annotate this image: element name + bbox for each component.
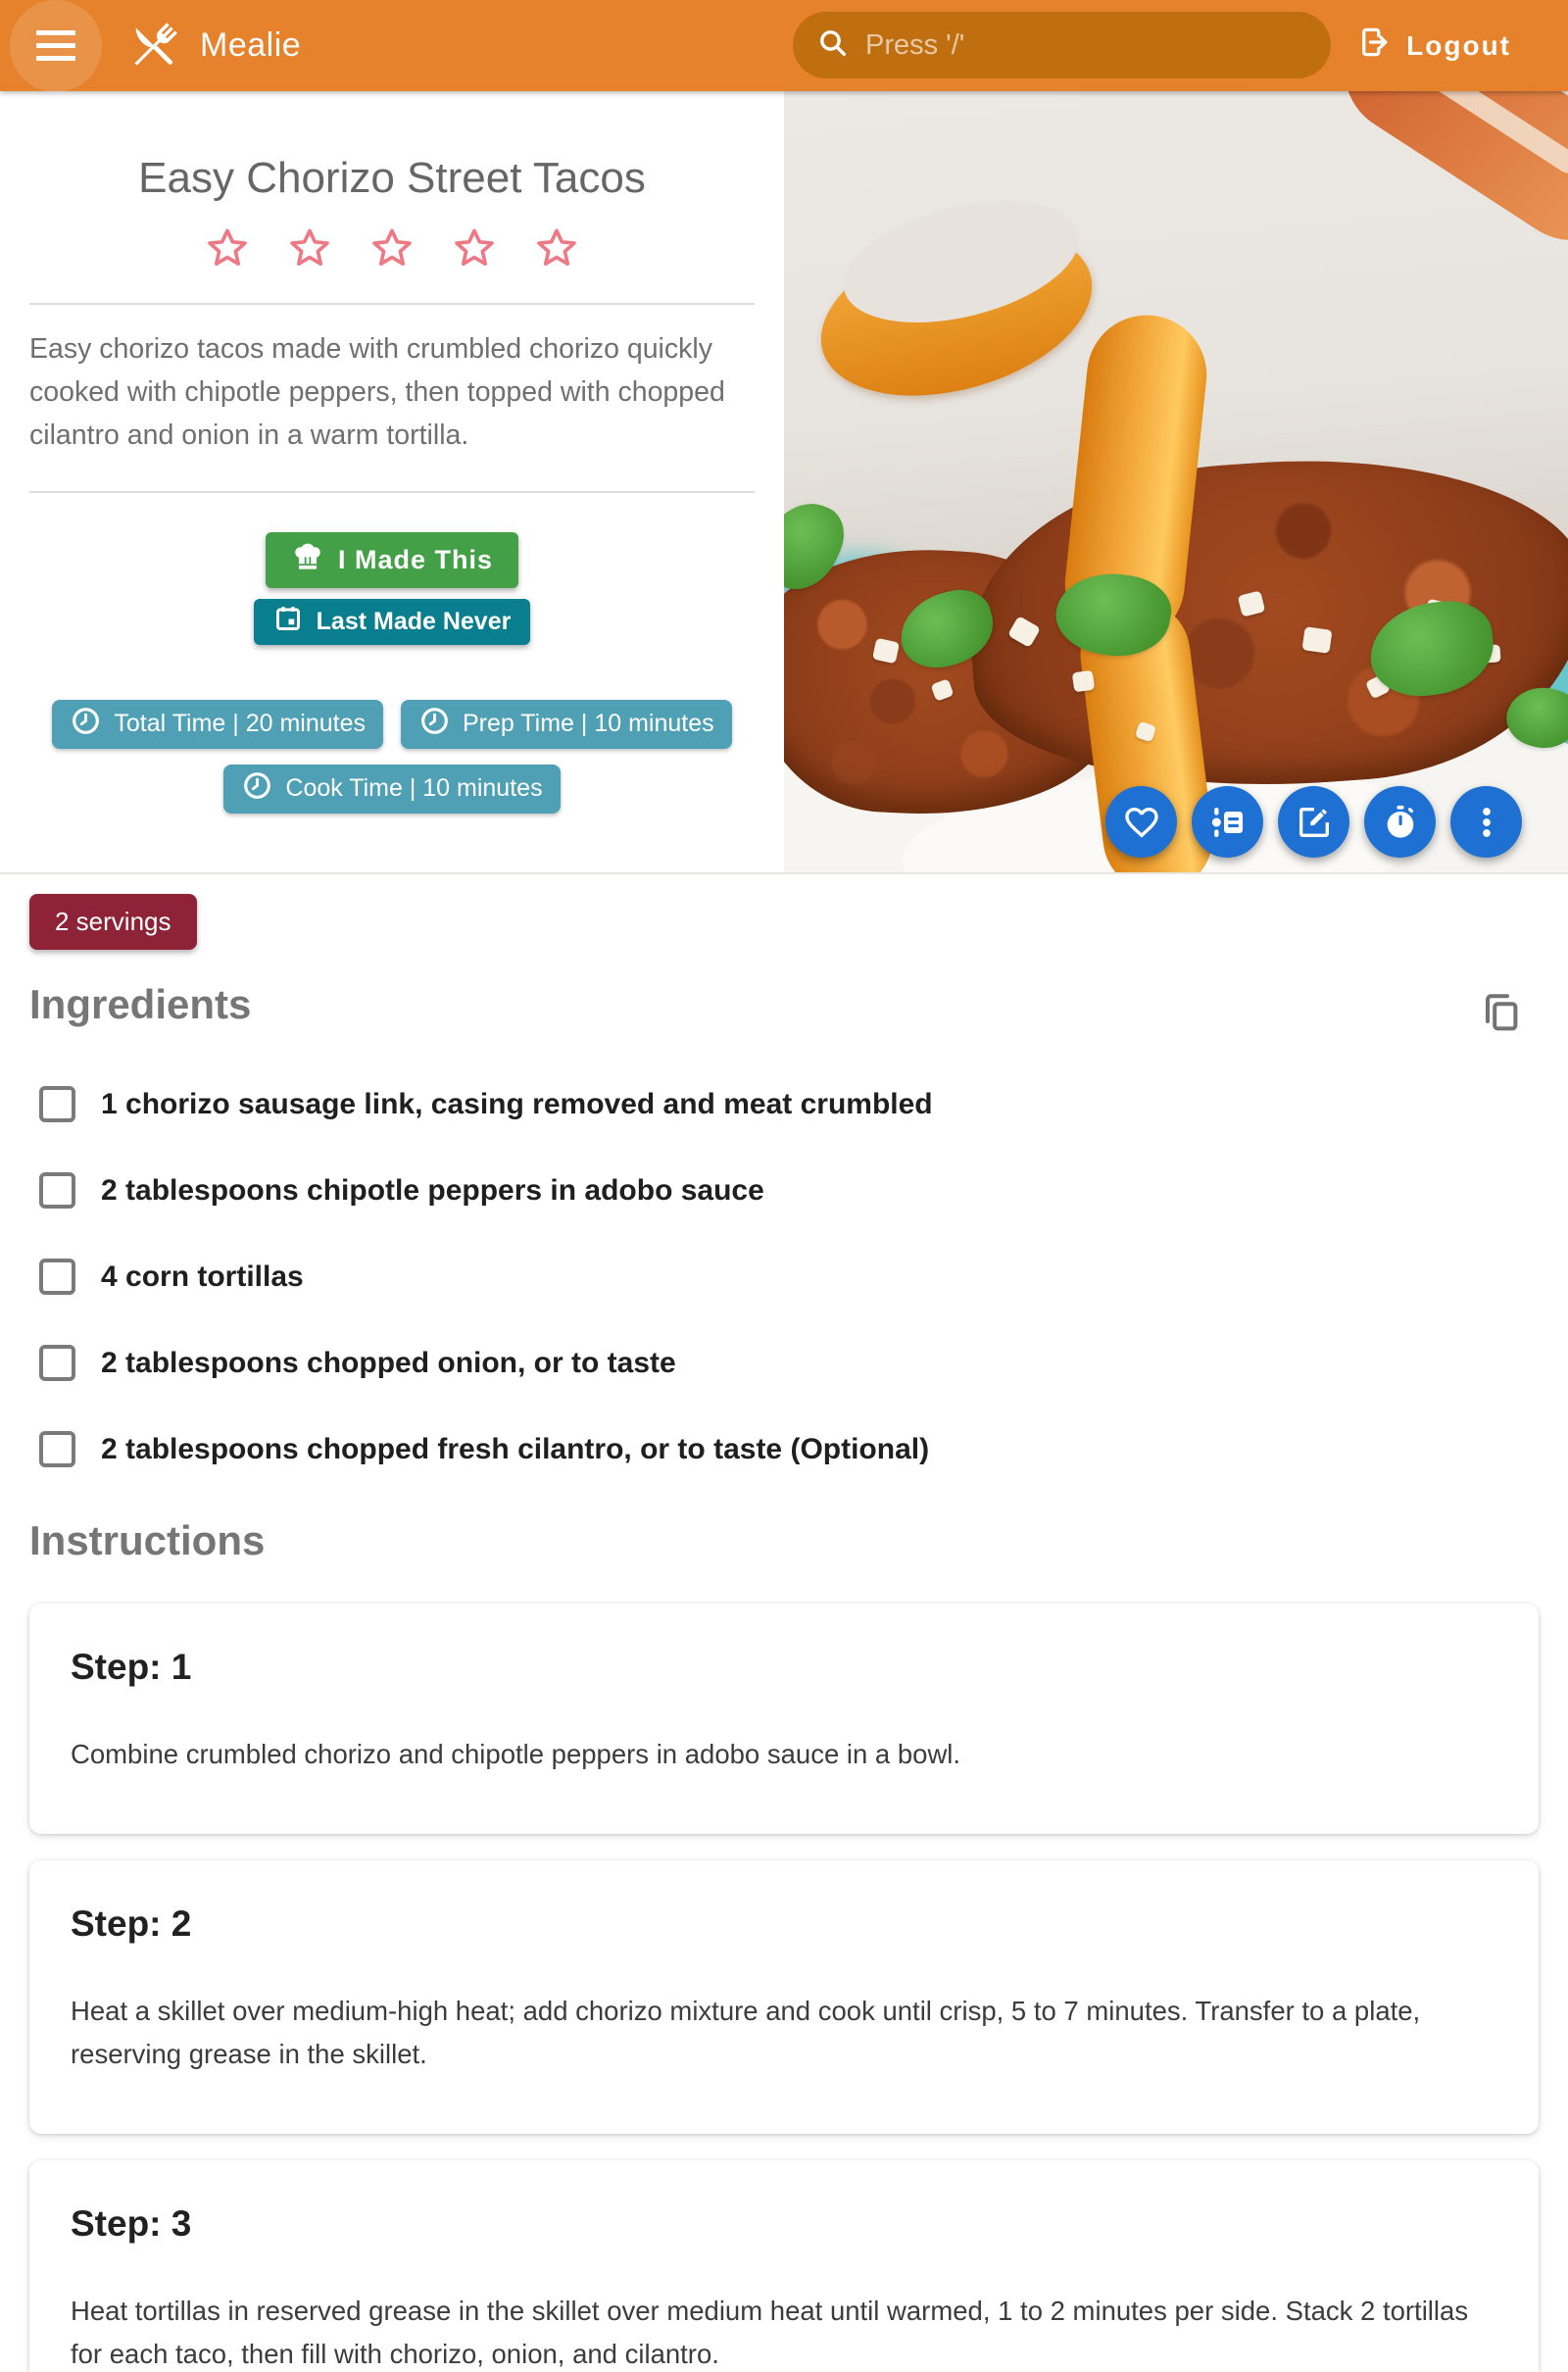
ingredient-checkbox[interactable]	[39, 1431, 75, 1467]
timeline-button[interactable]	[1192, 786, 1263, 858]
instructions-title: Instructions	[29, 1517, 266, 1563]
ingredient-row	[29, 1259, 1539, 1295]
photo-decor	[1320, 91, 1568, 265]
ingredients-header	[29, 981, 1539, 1039]
time-chip-prep	[401, 700, 732, 749]
ingredient-checkbox[interactable]	[39, 1086, 75, 1122]
chef-hat-icon	[291, 540, 324, 580]
more-button[interactable]	[1450, 786, 1522, 858]
step-card	[29, 1860, 1539, 2134]
time-chip-total	[52, 700, 383, 749]
step-text: Heat a skillet over medium-high heat; add chorizo mixture and cook until crisp, 5 to 7 minutes. Transfer to a plate, reserving grease in the skillet.	[71, 1995, 1421, 2070]
step-title: Step: 2	[71, 1903, 192, 1944]
clock-icon	[241, 769, 273, 809]
photo-action-buttons	[1105, 786, 1522, 858]
ingredient-checkbox[interactable]	[39, 1259, 75, 1295]
logout-button[interactable]	[1357, 0, 1511, 91]
clock-icon	[70, 705, 102, 744]
recipe-info-panel	[0, 91, 784, 872]
ingredient-row	[29, 1172, 1539, 1209]
step-title: Step: 3	[71, 2202, 192, 2244]
step-text: Combine crumbled chorizo and chipotle peppers in adobo sauce in a bowl.	[71, 1739, 961, 1769]
app-title: Mealie	[200, 26, 302, 64]
star-icon[interactable]	[288, 226, 331, 270]
mealie-logo-icon[interactable]	[123, 16, 184, 76]
i-made-this-button[interactable]	[266, 532, 518, 588]
ingredient-text: 2 tablespoons chipotle peppers in adobo sauce	[101, 1173, 764, 1207]
made-buttons	[0, 532, 784, 645]
edit-icon	[1295, 803, 1334, 842]
ingredients-list	[29, 1086, 1539, 1467]
favorite-button[interactable]	[1105, 786, 1177, 858]
step-card	[29, 1604, 1539, 1834]
hamburger-icon	[36, 30, 75, 35]
ingredient-text: 2 tablespoons chopped onion, or to taste	[101, 1346, 676, 1379]
calendar-icon	[273, 604, 303, 640]
copy-ingredients-button[interactable]	[1478, 989, 1525, 1039]
star-icon[interactable]	[206, 226, 249, 270]
step-title: Step: 1	[71, 1647, 192, 1687]
star-icon[interactable]	[453, 226, 496, 270]
ingredient-row	[29, 1086, 1539, 1122]
last-made-button[interactable]	[254, 599, 531, 645]
instructions-steps	[29, 1604, 1539, 2372]
rating-stars	[0, 226, 784, 270]
heart-icon	[1122, 803, 1161, 842]
time-chip-label: Total Time | 20 minutes	[114, 710, 366, 738]
ingredient-text: 2 tablespoons chopped fresh cilantro, or to taste (Optional)	[101, 1432, 930, 1465]
step-card	[29, 2160, 1539, 2372]
time-chip-cook	[223, 765, 560, 814]
star-icon[interactable]	[535, 226, 578, 270]
recipe-photo	[784, 91, 1568, 872]
step-text: Heat tortillas in reserved grease in the skillet over medium heat until warmed, 1 to 2 minutes per side. Stack 2 tortillas for each taco, then fill with chorizo, onion, and cilantro.	[71, 2295, 1469, 2370]
time-chip-label: Cook Time | 10 minutes	[285, 774, 543, 803]
recipe-description: Easy chorizo tacos made with crumbled chorizo quickly cooked with chipotle peppers, then topped with chopped cilantro and onion in a warm tortilla.	[29, 333, 725, 451]
dots-vertical-icon	[1467, 803, 1506, 842]
last-made-label: Last Made Never	[316, 607, 512, 635]
photo-decor	[872, 638, 900, 665]
copy-icon	[1478, 989, 1525, 1036]
ingredient-text: 4 corn tortillas	[101, 1260, 304, 1293]
ingredient-row	[29, 1431, 1539, 1467]
recipe-body	[0, 874, 1568, 2372]
ingredients-title: Ingredients	[29, 981, 252, 1027]
ingredient-checkbox[interactable]	[39, 1345, 75, 1381]
ingredient-text: 1 chorizo sausage link, casing removed and meat crumbled	[101, 1087, 933, 1120]
timeline-icon	[1208, 803, 1248, 842]
menu-button[interactable]	[10, 0, 102, 92]
photo-decor	[1398, 91, 1568, 177]
search-placeholder: Press '/'	[865, 28, 965, 61]
logout-label: Logout	[1406, 29, 1511, 61]
clock-icon	[418, 705, 451, 744]
servings-chip[interactable]: 2 servings	[29, 894, 197, 950]
ingredient-row	[29, 1345, 1539, 1381]
star-icon[interactable]	[370, 226, 414, 270]
divider	[29, 303, 755, 305]
i-made-this-label: I Made This	[337, 544, 494, 574]
edit-button[interactable]	[1278, 786, 1349, 858]
timer-button[interactable]	[1364, 786, 1436, 858]
search-input[interactable]	[793, 12, 1331, 78]
photo-decor	[1072, 670, 1096, 693]
logout-icon	[1357, 25, 1393, 67]
search-icon	[816, 26, 850, 65]
time-chips	[0, 700, 784, 814]
time-chip-label: Prep Time | 10 minutes	[463, 710, 714, 738]
recipe-title: Easy Chorizo Street Tacos	[138, 154, 646, 202]
divider	[29, 491, 755, 493]
timer-icon	[1381, 803, 1420, 842]
ingredient-checkbox[interactable]	[39, 1172, 75, 1209]
photo-decor	[1301, 626, 1332, 654]
app-bar	[0, 0, 1568, 91]
recipe-hero	[0, 91, 1568, 874]
